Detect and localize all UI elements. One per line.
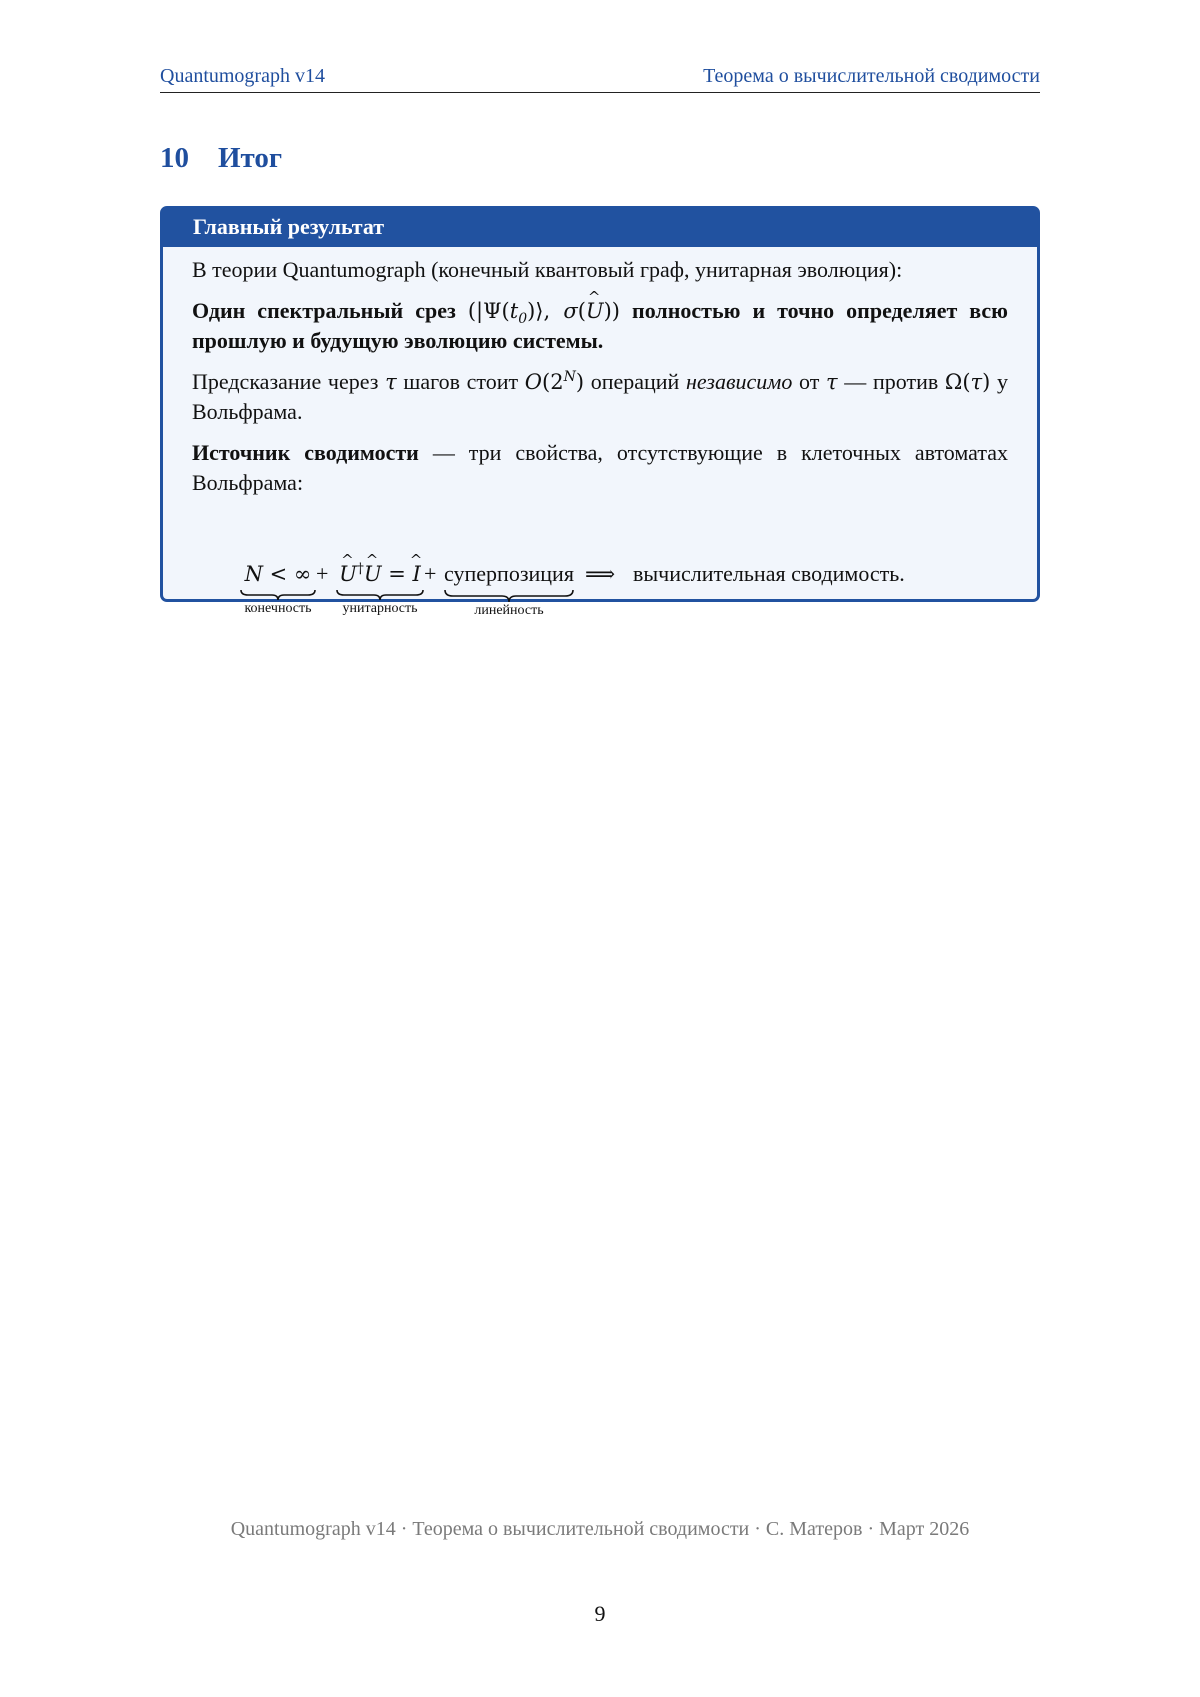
reducibility-source-paragraph [192, 438, 1008, 498]
reducibility-source-bold: Источник сводимости [192, 440, 419, 465]
prediction-text-2: шагов стоит [403, 369, 519, 394]
label-finiteness: конечность [244, 601, 312, 616]
term-finite-n: N < ∞ [244, 562, 312, 586]
running-header [160, 64, 1040, 93]
underbrace-icon [336, 589, 424, 601]
prediction-text-1: Предсказание через [192, 369, 379, 394]
underbrace-linearity [443, 559, 575, 619]
underbrace-icon [444, 589, 574, 603]
spectral-slice-bold-lead: Один спектральный срез [192, 298, 456, 323]
spectral-slice-formula: ($|\Psi(t_0)⟩$, σ(^ U)) [468, 299, 620, 323]
header-left-title: Quantumograph v14 [160, 65, 325, 87]
label-unitarity: унитарность [342, 601, 418, 616]
prediction-text-5: — против [844, 369, 939, 394]
term-superposition: суперпозиция [444, 561, 574, 586]
result-box-body [163, 247, 1037, 618]
prediction-cost-paragraph [192, 367, 1008, 427]
underbrace-unitarity [335, 559, 425, 617]
prediction-text-4: от [799, 369, 820, 394]
prediction-text-6: у Вольфрама. [192, 369, 1009, 424]
header-right-title: Теорема о вычислительной сводимости [703, 65, 1040, 87]
tau-symbol: τ [385, 370, 397, 394]
reducibility-source-text: — три свойства, отсутствующие в клеточных автоматах Вольфрама: [192, 440, 1008, 495]
running-footer: Quantumograph v14 · Теорема о вычислительной сводимости · С. Матеров · Март 2026 [230, 1518, 970, 1540]
plus-sign-2: + [424, 561, 437, 586]
reducibility-formula [163, 559, 1037, 629]
main-result-box [160, 206, 1040, 618]
omega-formula: Ω(τ) [944, 370, 991, 394]
underbrace-finiteness [239, 559, 317, 617]
formula-conclusion: вычислительная сводимость. [633, 561, 905, 586]
plus-sign-1: + [316, 561, 329, 586]
result-box-title: Главный результат [163, 209, 1037, 247]
spectral-slice-bold-claim: полностью и точно определяет всю прошлую и будущую эволюцию системы. [192, 298, 1008, 353]
spectral-slice-paragraph [192, 296, 1008, 356]
section-number: 10 [160, 142, 189, 174]
underbrace-icon [240, 589, 316, 601]
intro-paragraph: В теории Quantumograph (конечный квантовый граф, унитарная эволюция): [192, 257, 903, 282]
complexity-formula: $O(2^N)$ [524, 369, 585, 394]
tau-symbol-2: τ [826, 370, 838, 394]
prediction-text-3: операций [590, 369, 680, 394]
label-linearity: линейность [474, 603, 544, 618]
implies-arrow: ⟹ [585, 562, 616, 586]
prediction-italic-independent: независимо [686, 369, 793, 394]
page-number: 9 [594, 1601, 606, 1626]
term-unitarity: ^ U†^ U = ^ I [335, 559, 425, 589]
section-heading [160, 140, 282, 176]
section-title: Итог [218, 142, 283, 174]
